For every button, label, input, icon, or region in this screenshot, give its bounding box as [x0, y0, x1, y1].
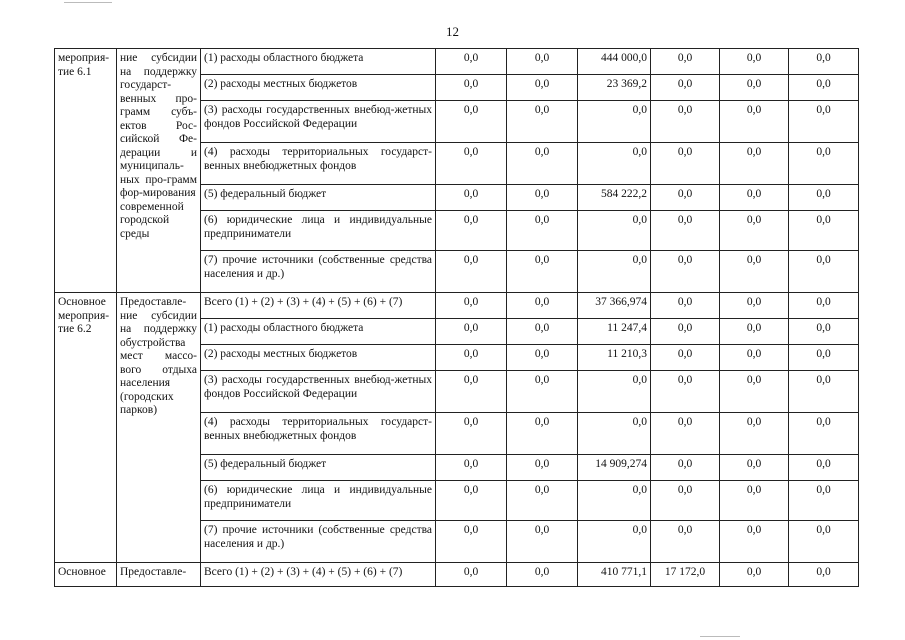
funding-source-cell: (3) расходы государственных внебюд-жетных фондов Российской Федерации	[201, 371, 436, 413]
activity-name-cell: Предоставле-	[117, 563, 201, 587]
activity-name-cell: Предоставле-ние субсидии на поддержку обустройства мест массо-вого отдыха населения (городских парков)	[117, 293, 201, 563]
funding-source-cell: (1) расходы областного бюджета	[201, 49, 436, 75]
funding-source-cell: (5) федеральный бюджет	[201, 185, 436, 211]
value-cell: 410 771,1	[578, 563, 651, 587]
value-cell: 0,0	[651, 521, 720, 563]
value-cell: 0,0	[578, 371, 651, 413]
value-cell: 0,0	[578, 481, 651, 521]
value-cell: 0,0	[720, 251, 789, 293]
value-cell: 0,0	[789, 49, 859, 75]
value-cell: 0,0	[436, 319, 507, 345]
value-cell: 0,0	[789, 293, 859, 319]
value-cell: 0,0	[507, 319, 578, 345]
value-cell: 0,0	[651, 319, 720, 345]
value-cell: 0,0	[651, 371, 720, 413]
value-cell: 0,0	[651, 75, 720, 101]
value-cell: 0,0	[789, 455, 859, 481]
activity-code-cell: мероприя-тие 6.1	[55, 49, 117, 293]
activity-name-cell: ние субсидии на поддержку государст-венных про-грамм субъ-ектов Рос-сийской Фе-дерации и муниципаль-ных про-грамм фор-мирования современной городской среды	[117, 49, 201, 293]
value-cell: 0,0	[720, 319, 789, 345]
value-cell: 0,0	[436, 185, 507, 211]
value-cell: 0,0	[578, 101, 651, 143]
value-cell: 0,0	[789, 481, 859, 521]
value-cell: 0,0	[720, 143, 789, 185]
value-cell: 0,0	[436, 521, 507, 563]
value-cell: 0,0	[436, 455, 507, 481]
value-cell: 0,0	[651, 211, 720, 251]
funding-source-cell: (2) расходы местных бюджетов	[201, 345, 436, 371]
value-cell: 0,0	[651, 481, 720, 521]
value-cell: 444 000,0	[578, 49, 651, 75]
value-cell: 584 222,2	[578, 185, 651, 211]
value-cell: 0,0	[507, 251, 578, 293]
value-cell: 0,0	[507, 481, 578, 521]
value-cell: 0,0	[789, 251, 859, 293]
value-cell: 0,0	[507, 371, 578, 413]
value-cell: 0,0	[507, 293, 578, 319]
value-cell: 0,0	[651, 185, 720, 211]
value-cell: 0,0	[436, 143, 507, 185]
value-cell: 0,0	[578, 413, 651, 455]
value-cell: 0,0	[720, 521, 789, 563]
value-cell: 0,0	[507, 185, 578, 211]
value-cell: 0,0	[789, 101, 859, 143]
value-cell: 0,0	[789, 143, 859, 185]
value-cell: 0,0	[789, 371, 859, 413]
value-cell: 0,0	[507, 75, 578, 101]
value-cell: 0,0	[436, 211, 507, 251]
value-cell: 0,0	[720, 49, 789, 75]
value-cell: 11 247,4	[578, 319, 651, 345]
value-cell: 0,0	[436, 75, 507, 101]
value-cell: 0,0	[720, 75, 789, 101]
value-cell: 0,0	[789, 75, 859, 101]
value-cell: 0,0	[720, 563, 789, 587]
value-cell: 0,0	[789, 185, 859, 211]
value-cell: 0,0	[720, 293, 789, 319]
value-cell: 0,0	[720, 185, 789, 211]
value-cell: 0,0	[507, 49, 578, 75]
value-cell: 0,0	[578, 521, 651, 563]
value-cell: 0,0	[436, 371, 507, 413]
value-cell: 0,0	[651, 49, 720, 75]
funding-source-cell: (5) федеральный бюджет	[201, 455, 436, 481]
value-cell: 0,0	[651, 101, 720, 143]
value-cell: 0,0	[436, 49, 507, 75]
value-cell: 11 210,3	[578, 345, 651, 371]
value-cell: 0,0	[720, 481, 789, 521]
value-cell: 0,0	[436, 251, 507, 293]
table-row	[55, 563, 859, 587]
value-cell: 0,0	[578, 251, 651, 293]
funding-source-cell: Всего (1) + (2) + (3) + (4) + (5) + (6) + (7)	[201, 293, 436, 319]
funding-source-cell: (2) расходы местных бюджетов	[201, 75, 436, 101]
value-cell: 23 369,2	[578, 75, 651, 101]
value-cell: 0,0	[720, 101, 789, 143]
page-number: 12	[446, 24, 459, 39]
value-cell: 0,0	[720, 455, 789, 481]
funding-source-cell: Всего (1) + (2) + (3) + (4) + (5) + (6) + (7)	[201, 563, 436, 587]
value-cell: 0,0	[436, 293, 507, 319]
value-cell: 0,0	[789, 345, 859, 371]
value-cell: 14 909,274	[578, 455, 651, 481]
value-cell: 0,0	[720, 211, 789, 251]
value-cell: 0,0	[436, 101, 507, 143]
value-cell: 0,0	[789, 521, 859, 563]
funding-source-cell: (6) юридические лица и индивидуальные предприниматели	[201, 211, 436, 251]
value-cell: 0,0	[720, 413, 789, 455]
funding-source-cell: (4) расходы территориальных государст-венных внебюджетных фондов	[201, 143, 436, 185]
budget-table	[54, 48, 859, 587]
funding-source-cell: (7) прочие источники (собственные средства населения и др.)	[201, 521, 436, 563]
value-cell: 0,0	[436, 563, 507, 587]
value-cell: 0,0	[507, 211, 578, 251]
value-cell: 0,0	[436, 413, 507, 455]
scan-artifact	[64, 2, 112, 3]
value-cell: 0,0	[789, 211, 859, 251]
value-cell: 37 366,974	[578, 293, 651, 319]
value-cell: 0,0	[436, 345, 507, 371]
value-cell: 0,0	[789, 319, 859, 345]
activity-code-cell: Основное мероприя-тие 6.2	[55, 293, 117, 563]
value-cell: 0,0	[507, 345, 578, 371]
scan-artifact	[700, 636, 740, 637]
value-cell: 0,0	[651, 345, 720, 371]
value-cell: 0,0	[651, 293, 720, 319]
value-cell: 0,0	[507, 101, 578, 143]
value-cell: 0,0	[789, 563, 859, 587]
value-cell: 0,0	[789, 413, 859, 455]
funding-source-cell: (6) юридические лица и индивидуальные предприниматели	[201, 481, 436, 521]
value-cell: 0,0	[651, 413, 720, 455]
value-cell: 0,0	[507, 563, 578, 587]
value-cell: 0,0	[578, 143, 651, 185]
value-cell: 0,0	[720, 371, 789, 413]
value-cell: 0,0	[507, 521, 578, 563]
value-cell: 0,0	[436, 481, 507, 521]
value-cell: 0,0	[507, 413, 578, 455]
value-cell: 0,0	[507, 455, 578, 481]
funding-source-cell: (4) расходы территориальных государст-венных внебюджетных фондов	[201, 413, 436, 455]
value-cell: 0,0	[720, 345, 789, 371]
value-cell: 0,0	[651, 251, 720, 293]
value-cell: 0,0	[578, 211, 651, 251]
funding-source-cell: (1) расходы областного бюджета	[201, 319, 436, 345]
funding-source-cell: (7) прочие источники (собственные средства населения и др.)	[201, 251, 436, 293]
value-cell: 17 172,0	[651, 563, 720, 587]
table-row	[55, 293, 859, 319]
value-cell: 0,0	[507, 143, 578, 185]
activity-code-cell: Основное	[55, 563, 117, 587]
table-row	[55, 49, 859, 75]
budget-table-body	[55, 49, 859, 587]
value-cell: 0,0	[651, 455, 720, 481]
funding-source-cell: (3) расходы государственных внебюд-жетных фондов Российской Федерации	[201, 101, 436, 143]
value-cell: 0,0	[651, 143, 720, 185]
